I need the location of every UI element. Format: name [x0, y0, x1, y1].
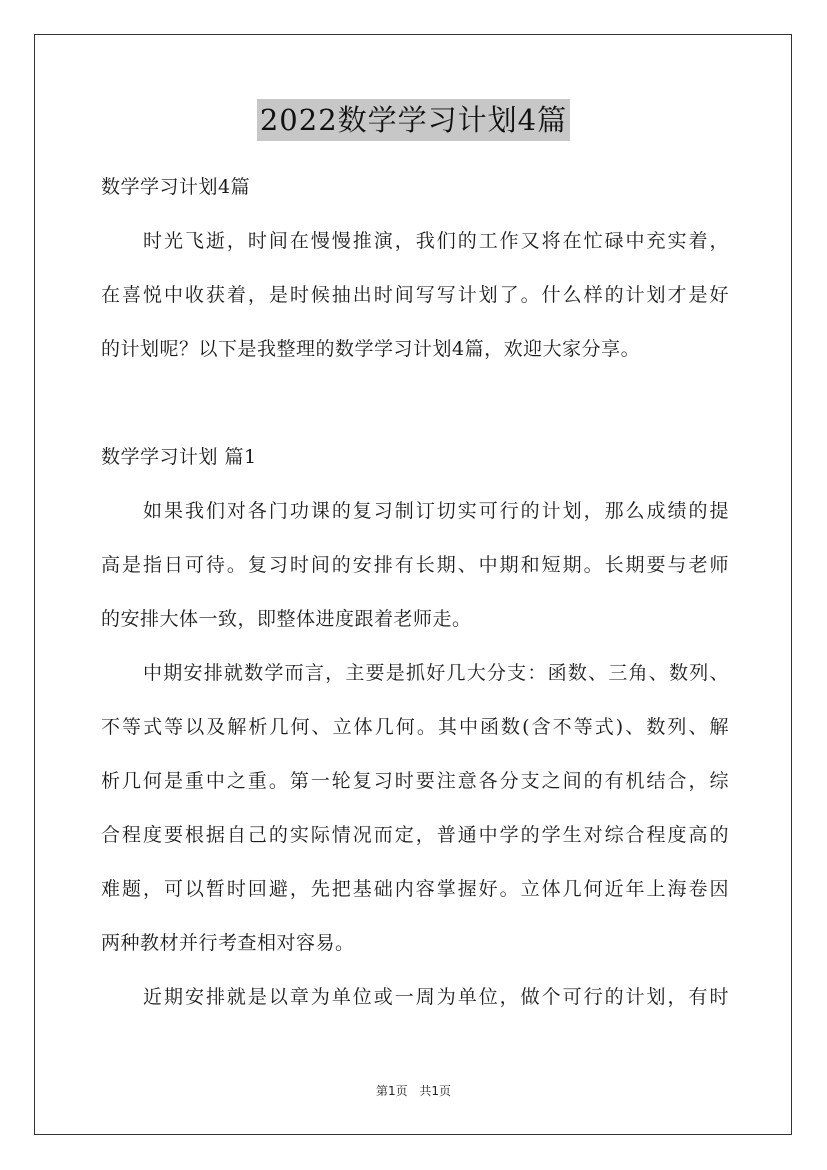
section-heading: 数学学习计划 篇1: [101, 446, 257, 468]
paragraph-line: 的安排大体一致，即整体进度跟着老师走。: [101, 608, 472, 630]
document-subtitle: 数学学习计划4篇: [101, 176, 251, 198]
paragraph-line: 中期安排就数学而言，主要是抓好几大分支：函数、三角、数列、: [143, 662, 729, 684]
paragraph-line: 合程度要根据自己的实际情况而定，普通中学的学生对综合程度高的: [101, 824, 729, 846]
paragraph-line: 析几何是重中之重。第一轮复习时要注意各分支之间的有机结合，综: [101, 770, 729, 792]
intro-line: 时光飞逝，时间在慢慢推演，我们的工作又将在忙碌中充实着，: [143, 230, 729, 252]
paragraph-line: 近期安排就是以章为单位或一周为单位，做个可行的计划，有时: [143, 986, 729, 1008]
paragraph-line: 如果我们对各门功课的复习制订切实可行的计划，那么成绩的提: [143, 500, 729, 522]
document-title: 2022数学学习计划4篇: [257, 99, 570, 141]
paragraph-line: 高是指日可待。复习时间的安排有长期、中期和短期。长期要与老师: [101, 554, 729, 576]
page-total: 共1页: [419, 1084, 452, 1098]
paragraph-line: 难题，可以暂时回避，先把基础内容掌握好。立体几何近年上海卷因: [101, 878, 729, 900]
document-body: [101, 160, 729, 1024]
page-footer: [0, 1082, 827, 1099]
intro-line: 在喜悦中收获着，是时候抽出时间写写计划了。什么样的计划才是好: [101, 284, 729, 306]
page-number: 第1页: [375, 1084, 408, 1098]
paragraph-gap: [101, 376, 729, 430]
title-container: [0, 99, 827, 141]
intro-line: 的计划呢？以下是我整理的数学学习计划4篇，欢迎大家分享。: [101, 338, 641, 360]
paragraph-line: 两种教材并行考查相对容易。: [101, 932, 355, 954]
paragraph-line: 不等式等以及解析几何、立体几何。其中函数(含不等式)、数列、解: [101, 716, 729, 738]
